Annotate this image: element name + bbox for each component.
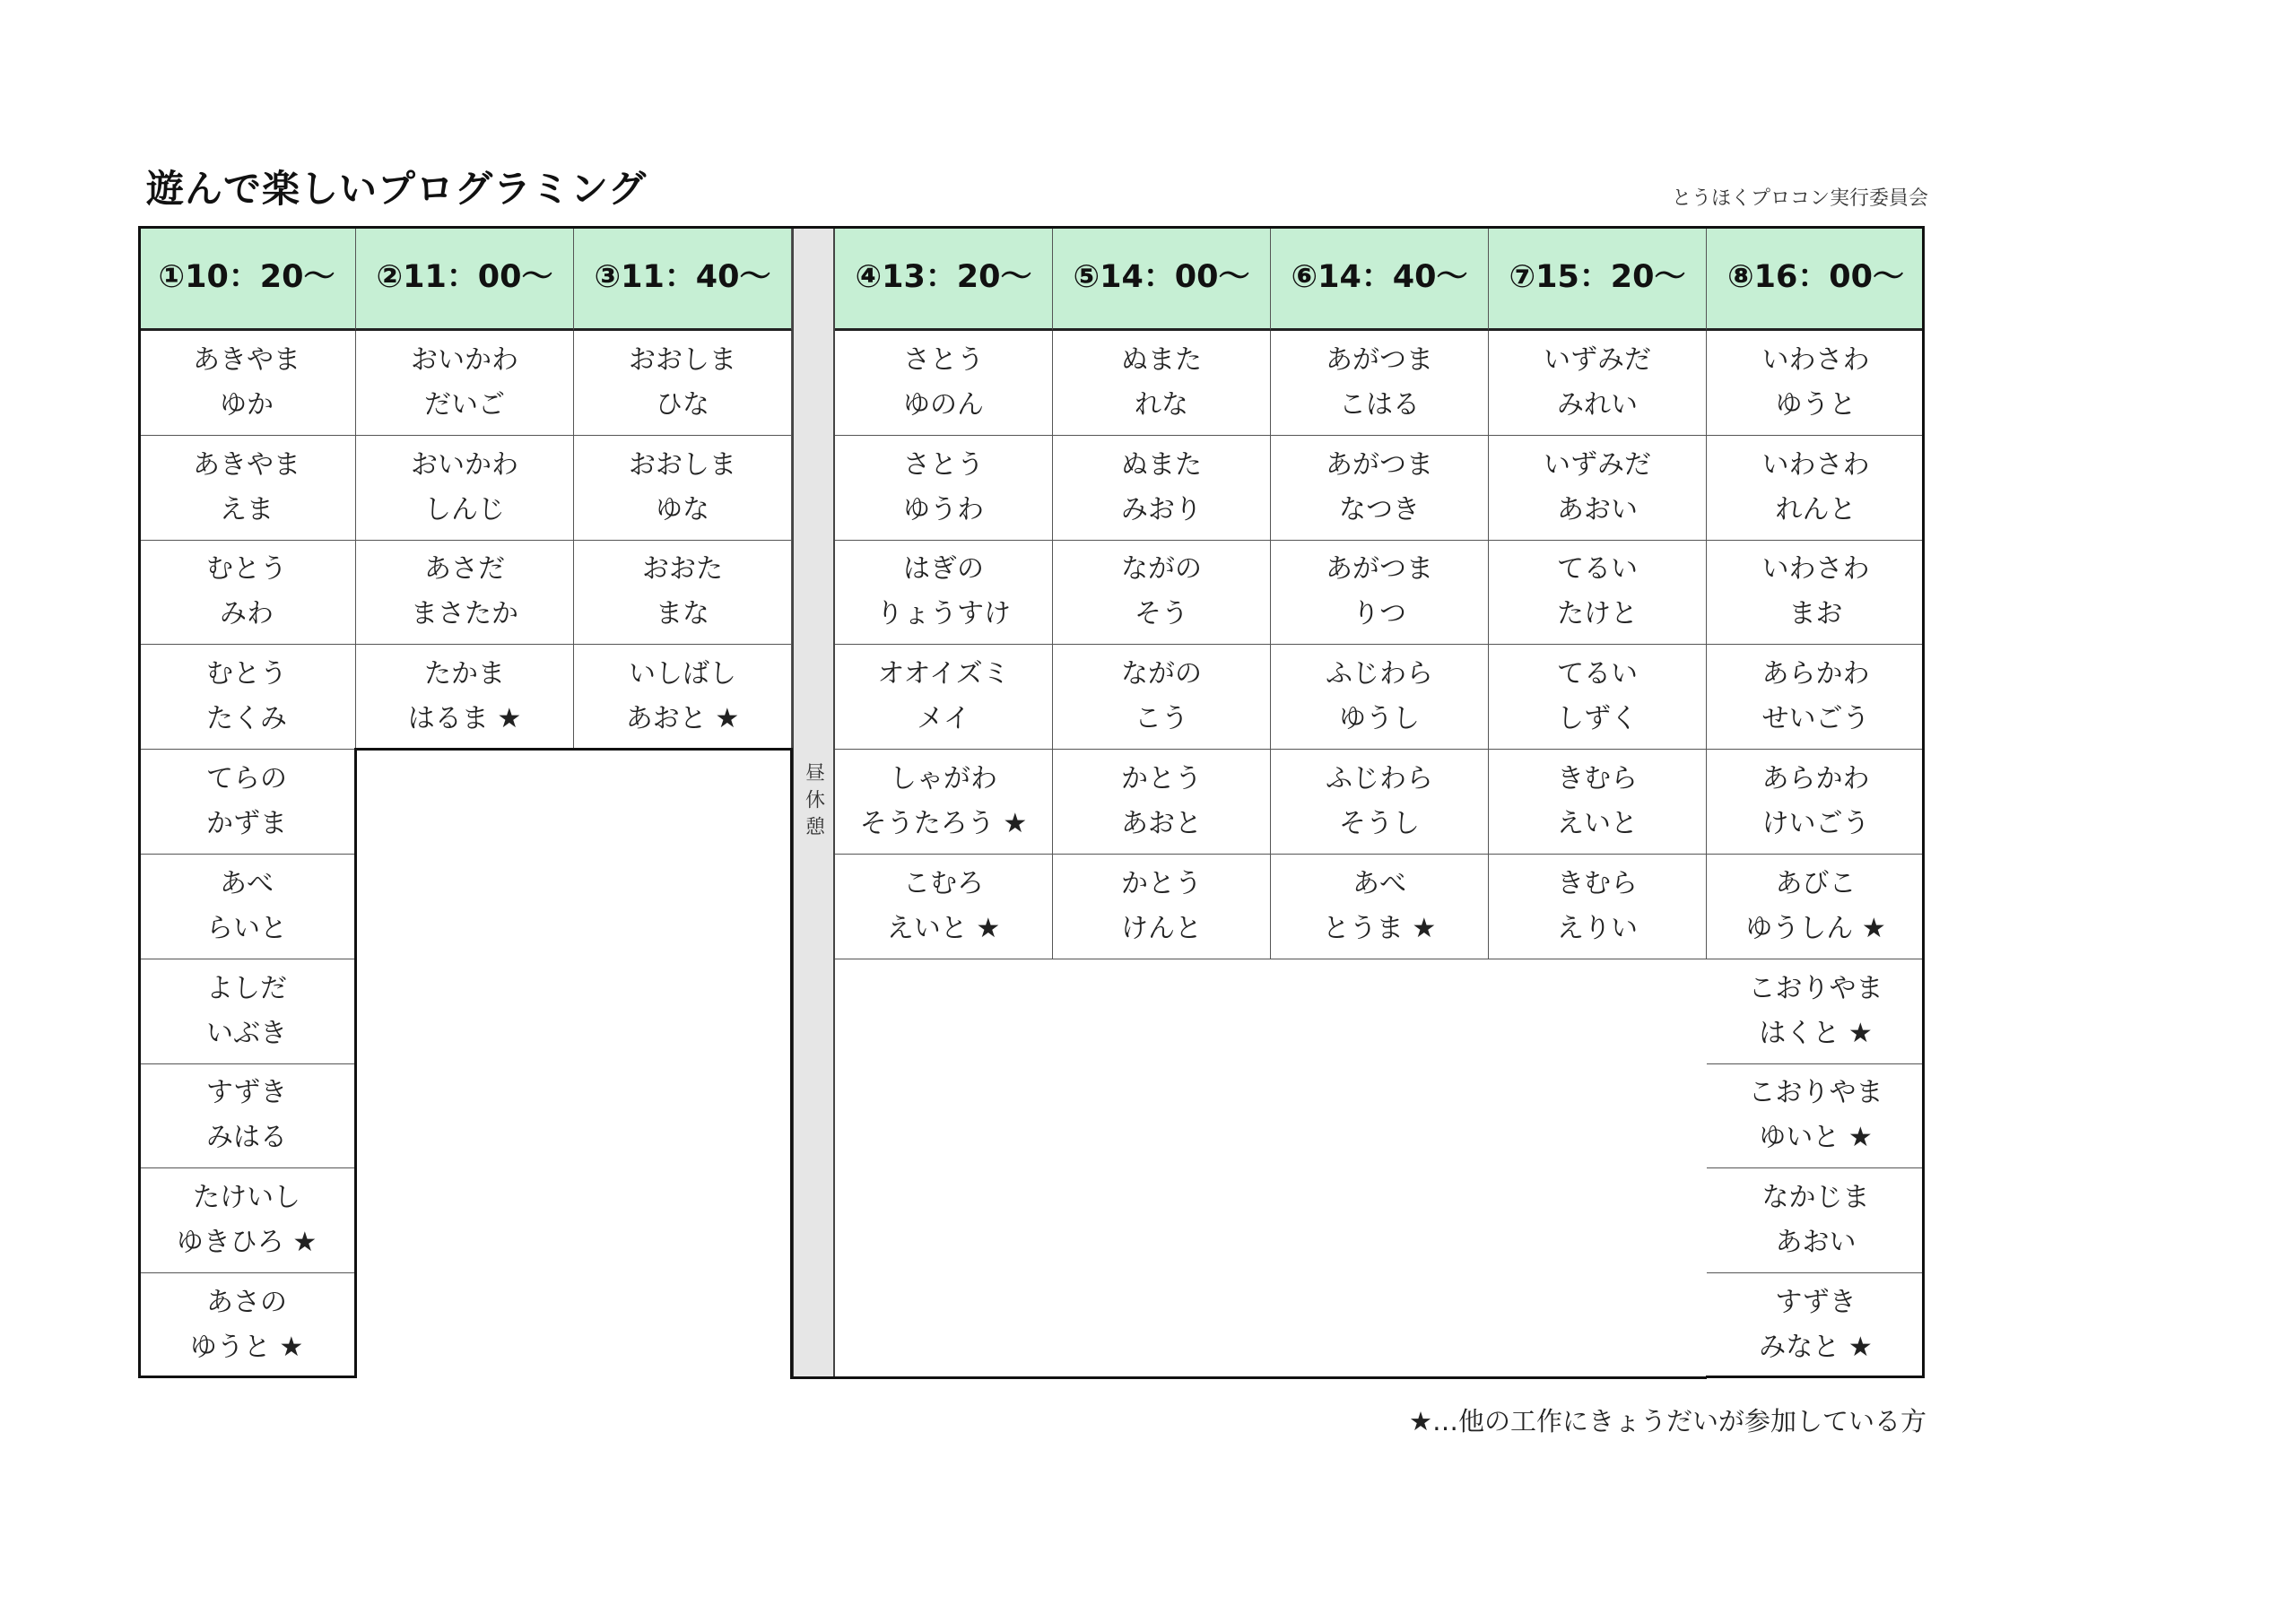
participant-surname: むとう — [206, 553, 287, 586]
participant-given-name: りょうすけ — [876, 598, 1011, 630]
participant-surname: しゃがわ — [890, 763, 997, 795]
participant-given-name: とうま ★ — [1322, 912, 1437, 944]
participant-cell — [835, 750, 1053, 855]
participant-surname: おいかわ — [411, 343, 518, 376]
participant-given-name: れな — [1135, 388, 1188, 421]
table-border-bottom-col8 — [1706, 1376, 1925, 1378]
participant-cell — [574, 436, 792, 541]
participant-given-name: ゆうわ — [903, 493, 984, 525]
participant-surname: てるい — [1557, 553, 1638, 586]
participant-cell — [138, 750, 356, 855]
participant-surname: なかじま — [1761, 1182, 1870, 1214]
table-border-right — [1922, 226, 1925, 1378]
participant-cell — [1707, 855, 1925, 959]
session-header-8: ⑧16：00～ — [1707, 226, 1925, 331]
participant-surname: かとう — [1121, 763, 1202, 795]
participant-cell — [356, 331, 574, 436]
participant-cell — [835, 331, 1053, 436]
participant-given-name: まさたか — [411, 598, 518, 630]
participant-cell — [138, 959, 356, 1064]
table-border-bottom-col1 — [138, 1376, 356, 1378]
participant-cell — [1053, 645, 1271, 750]
participant-surname: おおしま — [629, 448, 736, 481]
session-header-2: ②11：00～ — [356, 226, 574, 331]
participant-surname: すずき — [205, 1077, 288, 1109]
participant-given-name: いぶき — [206, 1017, 287, 1049]
session-header-3: ③11：40～ — [574, 226, 792, 331]
participant-surname: いしばし — [629, 658, 736, 690]
participant-given-name: そうたろう ★ — [859, 808, 1028, 840]
participant-surname: あきやま — [193, 448, 300, 481]
table-border-bottom-mid — [790, 1376, 1707, 1379]
participant-given-name: ゆか — [220, 388, 274, 421]
participant-given-name: みはる — [206, 1122, 287, 1154]
participant-surname: いずみだ — [1544, 448, 1651, 481]
participant-surname: きむら — [1557, 763, 1638, 795]
participant-given-name: みおり — [1121, 493, 1202, 525]
participant-cell — [1271, 855, 1489, 959]
participant-cell — [835, 855, 1053, 959]
participant-cell — [138, 1064, 356, 1169]
participant-given-name: れんと — [1775, 493, 1857, 525]
participant-given-name: はくと ★ — [1759, 1017, 1873, 1049]
participant-cell — [1271, 541, 1489, 646]
participant-given-name: まな — [656, 598, 709, 630]
participant-cell — [1271, 750, 1489, 855]
participant-given-name: ゆうと ★ — [189, 1332, 304, 1364]
participant-surname: むとう — [206, 658, 287, 690]
participant-surname: いわさわ — [1761, 553, 1870, 586]
session-header-4: ④13：20～ — [835, 226, 1053, 331]
participant-given-name: あおい — [1775, 1227, 1857, 1259]
table-border-top — [138, 226, 1925, 229]
participant-cell — [138, 1168, 356, 1273]
participant-surname: いわさわ — [1761, 448, 1870, 481]
participant-given-name: こはる — [1339, 388, 1420, 421]
session-header-6: ⑥14：40～ — [1271, 226, 1489, 331]
participant-surname: かとう — [1121, 867, 1202, 899]
participant-cell — [1271, 645, 1489, 750]
participant-surname: オオイズミ — [877, 658, 1010, 690]
lunch-break-label: 昼休憩 — [802, 761, 825, 843]
participant-given-name: あおと ★ — [625, 703, 740, 735]
table-border-left — [138, 226, 141, 1378]
participant-given-name: ゆのん — [903, 388, 984, 421]
participant-surname: てるい — [1557, 658, 1638, 690]
participant-given-name: らいと — [206, 912, 287, 944]
participant-surname: ぬまた — [1121, 448, 1202, 481]
participant-given-name: ひな — [656, 388, 709, 421]
participant-surname: おいかわ — [411, 448, 518, 481]
participant-surname: あべ — [220, 867, 274, 899]
participant-cell — [1053, 436, 1271, 541]
participant-cell — [356, 436, 574, 541]
participant-given-name: えま — [220, 493, 274, 525]
participant-cell — [1053, 331, 1271, 436]
participant-cell — [1053, 855, 1271, 959]
participant-surname: あがつま — [1326, 448, 1433, 481]
participant-surname: あがつま — [1326, 343, 1433, 376]
participant-cell — [1707, 645, 1925, 750]
participant-cell — [1489, 331, 1707, 436]
participant-cell — [835, 436, 1053, 541]
participant-surname: たかま — [424, 658, 505, 690]
participant-given-name: そう — [1135, 598, 1188, 630]
participant-surname: ぬまた — [1121, 343, 1202, 376]
participant-surname: おおしま — [629, 343, 736, 376]
participant-given-name: けいごう — [1761, 808, 1870, 840]
session-header-5: ⑤14：00～ — [1053, 226, 1271, 331]
participant-given-name: えいと — [1557, 808, 1638, 840]
participant-surname: こおりやま — [1748, 1077, 1883, 1109]
participant-given-name: ゆいと ★ — [1759, 1122, 1873, 1154]
participant-surname: こおりやま — [1748, 972, 1883, 1004]
participant-given-name: たくみ — [206, 703, 287, 735]
participant-surname: ながの — [1121, 553, 1202, 586]
participant-given-name: みなと ★ — [1759, 1332, 1873, 1364]
participant-given-name: ゆうし — [1339, 703, 1420, 735]
participant-given-name: えりい — [1557, 912, 1638, 944]
participant-cell — [1489, 541, 1707, 646]
participant-surname: いわさわ — [1761, 343, 1870, 376]
participant-cell — [1707, 959, 1925, 1064]
participant-given-name: みれい — [1557, 388, 1638, 421]
participant-surname: いずみだ — [1544, 343, 1651, 376]
participant-given-name: はるま ★ — [407, 703, 522, 735]
participant-cell — [1707, 436, 1925, 541]
table-border-col1-right — [354, 750, 357, 1378]
participant-cell — [1707, 1273, 1925, 1378]
participant-surname: あさの — [206, 1287, 287, 1319]
participant-cell — [1707, 1064, 1925, 1169]
session-header-1: ①10：20～ — [138, 226, 356, 331]
participant-given-name: あおい — [1557, 493, 1638, 525]
participant-surname: すずき — [1775, 1287, 1857, 1319]
lunch-break-column — [792, 226, 835, 1378]
participant-surname: さとう — [903, 448, 984, 481]
participant-cell — [1271, 436, 1489, 541]
participant-surname: あびこ — [1775, 867, 1857, 899]
participant-surname: おおた — [642, 553, 723, 586]
participant-surname: こむろ — [903, 867, 984, 899]
participant-given-name: せいごう — [1761, 703, 1870, 735]
participant-cell — [1489, 855, 1707, 959]
participant-cell — [835, 645, 1053, 750]
participant-given-name: こう — [1135, 703, 1188, 735]
participant-surname: ながの — [1121, 658, 1202, 690]
participant-cell — [138, 541, 356, 646]
participant-given-name: たけと — [1557, 598, 1638, 630]
participant-surname: てらの — [206, 763, 287, 795]
participant-cell — [138, 1273, 356, 1378]
schedule-table — [138, 226, 1932, 1378]
table-border-bottom-col23 — [354, 748, 792, 751]
participant-cell — [1489, 750, 1707, 855]
participant-given-name: だいご — [424, 388, 505, 421]
participant-given-name: なつき — [1339, 493, 1420, 525]
participant-surname: きむら — [1557, 867, 1638, 899]
participant-surname: あがつま — [1326, 553, 1433, 586]
participant-given-name: けんと — [1121, 912, 1202, 944]
participant-cell — [1271, 331, 1489, 436]
participant-cell — [1053, 750, 1271, 855]
footnote: ★…他の工作にきょうだいが参加している方 — [1409, 1406, 1926, 1436]
participant-surname: あべ — [1352, 867, 1406, 899]
participant-cell — [1489, 645, 1707, 750]
participant-surname: あさだ — [424, 553, 505, 586]
participant-surname: はぎの — [903, 553, 984, 586]
participant-given-name: ゆきひろ ★ — [176, 1227, 317, 1259]
participant-cell — [1489, 436, 1707, 541]
participant-cell — [574, 541, 792, 646]
participant-cell — [356, 541, 574, 646]
participant-given-name: しんじ — [424, 493, 505, 525]
participant-given-name: ゆうと — [1775, 388, 1857, 421]
participant-cell — [574, 645, 792, 750]
participant-cell — [356, 645, 574, 750]
participant-surname: あきやま — [193, 343, 300, 376]
participant-given-name: メイ — [917, 703, 970, 735]
participant-cell — [835, 541, 1053, 646]
organizer-name: とうほくプロコン実行委員会 — [1671, 187, 1928, 210]
participant-surname: たけいし — [193, 1182, 300, 1214]
participant-given-name: みわ — [220, 598, 274, 630]
participant-cell — [138, 436, 356, 541]
participant-given-name: あおと — [1121, 808, 1202, 840]
participant-given-name: えいと ★ — [886, 912, 1001, 944]
participant-cell — [138, 645, 356, 750]
table-border-lunch-left — [790, 748, 793, 1378]
participant-surname: よしだ — [206, 972, 287, 1004]
participant-surname: あらかわ — [1761, 763, 1870, 795]
participant-given-name: しずく — [1557, 703, 1638, 735]
participant-surname: あらかわ — [1761, 658, 1870, 690]
participant-cell — [1707, 1168, 1925, 1273]
participant-cell — [1053, 541, 1271, 646]
participant-cell — [1707, 541, 1925, 646]
participant-surname: ふじわら — [1326, 658, 1433, 690]
participant-surname: ふじわら — [1326, 763, 1433, 795]
participant-given-name: そうし — [1339, 808, 1420, 840]
participant-given-name: ゆうしん ★ — [1745, 912, 1886, 944]
participant-given-name: まお — [1788, 598, 1843, 630]
session-header-7: ⑦15：20～ — [1489, 226, 1707, 331]
participant-cell — [138, 331, 356, 436]
participant-cell — [138, 855, 356, 959]
participant-cell — [574, 331, 792, 436]
participant-given-name: ゆな — [656, 493, 709, 525]
participant-cell — [1707, 331, 1925, 436]
participant-cell — [1707, 750, 1925, 855]
participant-given-name: りつ — [1352, 598, 1406, 630]
participant-given-name: かずま — [206, 808, 287, 840]
page-title: 遊んで楽しいプログラミング — [146, 167, 648, 211]
participant-surname: さとう — [903, 343, 984, 376]
